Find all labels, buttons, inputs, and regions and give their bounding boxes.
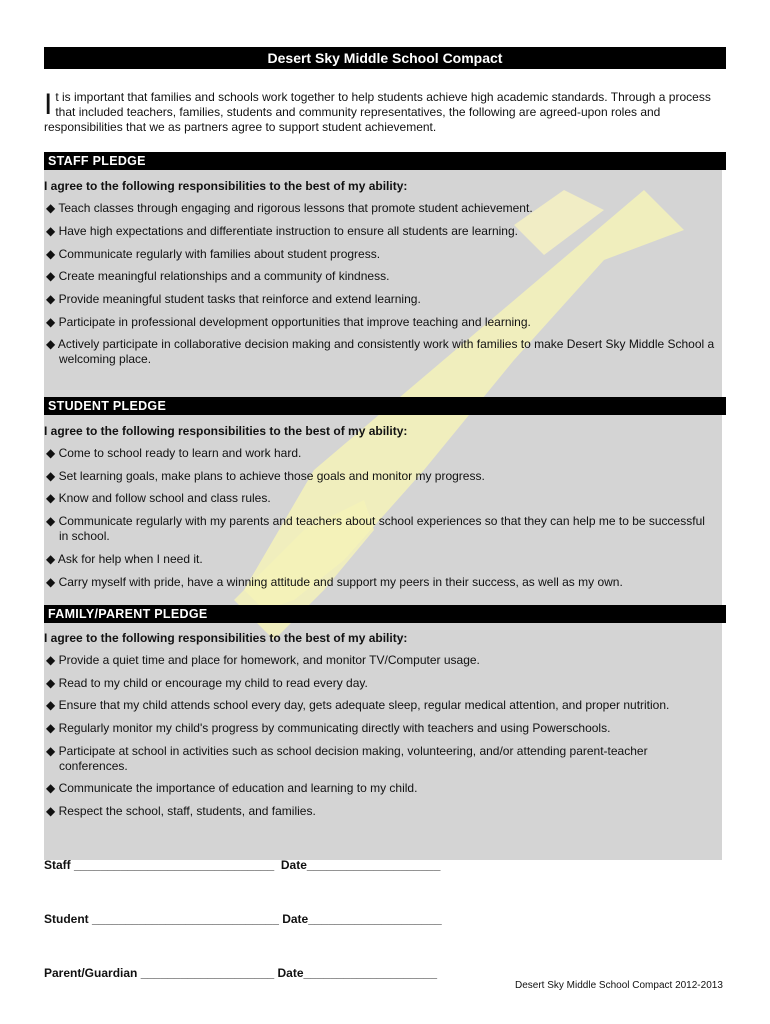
family-pledge-item-text: Communicate the importance of education and learning to my child. — [58, 781, 418, 795]
diamond-bullet-icon: ◆ — [46, 781, 59, 795]
staff-signature-line[interactable]: Staff ______________________________ Date____________________ — [44, 858, 441, 872]
diamond-bullet-icon: ◆ — [46, 698, 59, 712]
family-pledge-item — [46, 744, 716, 774]
student-pledge-item-text: Ask for help when I need it. — [57, 552, 203, 566]
student-pledge-heading: STUDENT PLEDGE — [44, 397, 726, 415]
staff-pledge-item-text: Create meaningful relationships and a community of kindness. — [58, 269, 390, 283]
family-pledge-item — [46, 698, 716, 713]
student-agree-statement: I agree to the following responsibilities to the best of my ability: — [44, 424, 408, 438]
family-pledge-item — [46, 804, 716, 819]
student-pledge-item — [46, 469, 716, 484]
family-pledge-item-text: Regularly monitor my child's progress by communicating directly with teachers and using Powerschools. — [58, 721, 611, 735]
staff-agree-statement: I agree to the following responsibilities to the best of my ability: — [44, 179, 408, 193]
diamond-bullet-icon: ◆ — [46, 804, 59, 818]
diamond-bullet-icon: ◆ — [46, 721, 59, 735]
family-pledge-item — [46, 781, 716, 796]
diamond-bullet-icon: ◆ — [46, 269, 59, 283]
student-pledge-item-text: Know and follow school and class rules. — [58, 491, 271, 505]
family-pledge-item-text: Read to my child or encourage my child to read every day. — [58, 676, 368, 690]
diamond-bullet-icon: ◆ — [46, 224, 59, 238]
intro-paragraph — [44, 90, 724, 135]
diamond-bullet-icon: ◆ — [46, 575, 59, 589]
staff-pledge-item — [46, 292, 716, 307]
staff-pledge-item-text: Have high expectations and differentiate instruction to ensure all students are learning. — [58, 224, 518, 238]
staff-pledge-item-text: Participate in professional development opportunities that improve teaching and learning. — [58, 315, 531, 329]
intro-drop-cap: I — [44, 88, 53, 121]
family-pledge-item — [46, 721, 716, 736]
student-pledge-item — [46, 552, 716, 567]
staff-pledge-item — [46, 315, 716, 330]
student-signature-line[interactable]: Student ____________________________ Date____________________ — [44, 912, 442, 926]
staff-pledge-item — [46, 247, 716, 262]
student-pledge-item — [46, 514, 716, 544]
family-pledge-item — [46, 653, 716, 668]
staff-pledge-item — [46, 269, 716, 284]
family-agree-statement: I agree to the following responsibilities to the best of my ability: — [44, 631, 408, 645]
diamond-bullet-icon: ◆ — [46, 315, 59, 329]
family-pledge-item-text: Provide a quiet time and place for homework, and monitor TV/Computer usage. — [58, 653, 480, 667]
intro-text: t is important that families and schools work together to help students achieve high academic standards. Through a process that included teachers, families, students and community representatives, the following are agreed-upon roles and responsibilities that we as partners agree to support student achievement. — [44, 90, 711, 134]
diamond-bullet-icon: ◆ — [46, 337, 58, 351]
student-pledge-item-text: Come to school ready to learn and work hard. — [58, 446, 302, 460]
family-pledge-item — [46, 676, 716, 691]
staff-pledge-item — [46, 337, 716, 367]
parent-signature-line[interactable]: Parent/Guardian ____________________ Date____________________ — [44, 966, 437, 980]
staff-pledge-item-text: Teach classes through engaging and rigorous lessons that promote student achievement. — [58, 201, 533, 215]
student-pledge-item-text: Communicate regularly with my parents and teachers about school experiences so that they can help me to be successful in school. — [58, 514, 705, 543]
diamond-bullet-icon: ◆ — [46, 552, 58, 566]
family-pledge-item-text: Respect the school, staff, students, and families. — [58, 804, 316, 818]
student-pledge-item — [46, 491, 716, 506]
diamond-bullet-icon: ◆ — [46, 491, 59, 505]
staff-pledge-item — [46, 224, 716, 239]
student-pledge-item — [46, 446, 716, 461]
staff-pledge-item-text: Provide meaningful student tasks that reinforce and extend learning. — [58, 292, 421, 306]
diamond-bullet-icon: ◆ — [46, 744, 59, 758]
family-pledge-item-text: Ensure that my child attends school every day, gets adequate sleep, regular medical attention, and proper nutrition. — [58, 698, 670, 712]
diamond-bullet-icon: ◆ — [46, 201, 59, 215]
student-pledge-item-text: Set learning goals, make plans to achieve those goals and monitor my progress. — [58, 469, 485, 483]
diamond-bullet-icon: ◆ — [46, 446, 59, 460]
family-pledge-heading: FAMILY/PARENT PLEDGE — [44, 605, 726, 623]
diamond-bullet-icon: ◆ — [46, 676, 59, 690]
family-pledge-item-text: Participate at school in activities such as school decision making, volunteering, and/or attending parent-teacher conferences. — [58, 744, 648, 773]
staff-pledge-item-text: Actively participate in collaborative decision making and consistently work with families to make Desert Sky Middle School a welcoming place. — [57, 337, 715, 366]
student-pledge-item-text: Carry myself with pride, have a winning attitude and support my peers in their success, as well as my own. — [58, 575, 623, 589]
staff-pledge-heading: STAFF PLEDGE — [44, 152, 726, 170]
diamond-bullet-icon: ◆ — [46, 292, 59, 306]
footer-caption: Desert Sky Middle School Compact 2012-2013 — [515, 980, 723, 991]
diamond-bullet-icon: ◆ — [46, 469, 59, 483]
diamond-bullet-icon: ◆ — [46, 247, 59, 261]
diamond-bullet-icon: ◆ — [46, 514, 59, 528]
staff-pledge-item — [46, 201, 716, 216]
staff-pledge-item-text: Communicate regularly with families about student progress. — [58, 247, 381, 261]
diamond-bullet-icon: ◆ — [46, 653, 59, 667]
document-title: Desert Sky Middle School Compact — [44, 47, 726, 69]
student-pledge-item — [46, 575, 716, 590]
